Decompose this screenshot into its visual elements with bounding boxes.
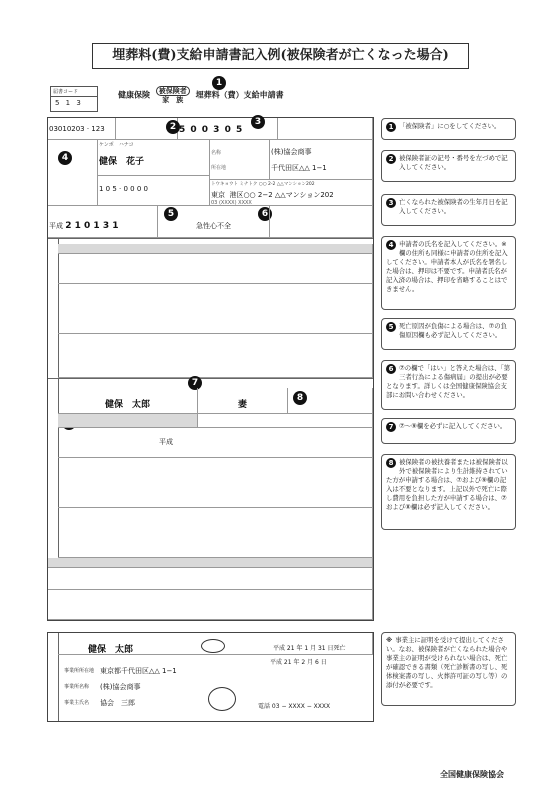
burial-person: 健保 太郎 [104,400,150,410]
seal-stamp [201,639,225,653]
employer-label-cell [210,140,270,180]
lower-name: 健保 太郎 [88,645,134,655]
office-name: (株)協会商事 [100,683,141,691]
certificate-section-2 [48,378,373,559]
applicant-label-cell [48,140,98,206]
company-seal [208,687,236,711]
office-addr-label: 事業所所在地 [64,668,95,674]
grid-row-3 [58,334,373,378]
header-grid-cell [278,118,373,140]
certificate-section-1 [48,238,373,379]
note-6 [381,360,516,410]
office-addr: 東京都千代田区△△ 1−1 [100,667,177,675]
reason-date: 2 1 0 1 3 1 [65,221,119,231]
note-5 [381,318,516,350]
note-3-marker: 3 [386,198,396,208]
grid-row-7 [48,568,373,590]
note-2-text: 被保険者証の記号・番号を左づめで記入してください。 [399,154,508,171]
application-form [47,117,374,621]
grid-row-2 [58,284,373,334]
note-7 [381,418,516,444]
employer-certificate [47,632,374,722]
owner-name: 協会 三郎 [100,699,135,707]
note-5-text: 死亡原因が負傷による場合は、⑦の負傷原因欄も必ず記入してください。 [399,322,507,339]
page-title: 埋葬料(費)支給申請書記入例(被保険者が亡くなった場合) [92,43,469,69]
grid-header-4 [48,558,373,568]
employer-name: (株)協会商事 [271,148,312,156]
lower-death-date: 平成 21 年 1 月 31 日死亡 [273,645,346,652]
note-5-marker: 5 [386,322,396,332]
note-8 [381,454,516,530]
cause-cell [158,206,270,238]
heisei-label: 平成 [159,438,173,446]
relation: 妻 [237,400,247,410]
insured-number: 03010203 · 123 [49,125,105,133]
owner-label: 事業主氏名 [64,700,90,706]
marker-2: 2 [166,120,180,134]
form-header-right: 埋葬料（費）支給申請書 [195,90,284,100]
grid-row-6 [58,508,373,558]
note-3 [381,194,516,226]
note-4 [381,236,516,310]
grid-header-2 [58,414,198,428]
employer-address: 千代田区△△ 1−1 [271,164,327,172]
lower-row-2 [58,655,373,721]
birth-date-cell [98,176,210,206]
marker-3: 3 [251,115,265,129]
burial-person-cell [58,388,198,414]
note-1-text: 「被保険者」に○をしてください。 [399,122,501,130]
form-header-family: 家 族 [162,96,184,104]
relation-check-cell [288,388,373,414]
form-header-insured: 被保険者 [156,86,190,96]
marker-8: 8 [293,391,307,405]
form-code-label: 届書コード [51,87,97,97]
marker-4: 4 [58,151,72,165]
note-9 [381,632,516,706]
note-1-marker: 1 [386,122,396,132]
employer-addr-label: 所在地 [211,165,227,171]
grid-row-8 [48,590,373,620]
lower-row-1 [58,633,373,655]
note-7-text: ⑦〜⑨欄を必ずに記入してください。 [399,422,507,430]
note-7-marker: 7 [386,422,396,432]
employer-cell [270,140,373,180]
birth-date: 1 0 5 · 0 0 0 0 [99,185,148,193]
applicant-name-cell [98,140,210,176]
note-1 [381,118,516,140]
note-2-marker: 2 [386,154,396,164]
era-label: 平成 [49,222,63,230]
marker-6: 6 [258,207,272,221]
certificate-section-3 [48,558,373,620]
address-cell [210,180,373,206]
applicant-name: 健保 花子 [99,157,145,167]
office-name-label: 事業所名称 [64,684,90,690]
address-pref: 東京 [211,191,225,199]
lower-phone: 電話 03 − XXXX − XXXX [258,703,331,710]
note-3-text: 亡くなられた被保険者の生年月日を記入してください。 [399,198,508,215]
form-code-value: 5 1 3 [55,99,83,107]
third-party-cell [270,206,373,238]
insured-section [48,118,373,239]
grid-header-1 [58,244,373,254]
lower-issue-date: 平成 21 年 2 月 6 日 [270,659,327,666]
note-4-text: 申請者の氏名を記入してください。※欄の住所も同様に申請者の住所を記入してください。申請者本人が氏名を署名した場合は、押印は不要です。申請者氏名が記入済の場合は、押印を省略することはできません。 [386,240,508,293]
note-4-marker: 4 [386,240,396,250]
insured-number-cell [48,118,116,140]
note-8-marker: 8 [386,458,396,468]
note-9-marker: ※ [386,636,393,644]
grid-header-3 [198,414,373,428]
footer-org: 全国健康保険協会 [440,770,504,779]
applicant-name-kana: ケンポ ハナコ [99,142,134,148]
death-date-reason-cell [48,206,158,238]
marker-7: 7 [188,376,202,390]
marker-5: 5 [164,207,178,221]
employer-label: 名称 [211,150,222,156]
form-header [118,78,284,104]
note-2 [381,150,516,182]
phone: 03 (XXXX) XXXX [211,200,252,206]
form-header-left: 健康保険 [118,90,150,100]
grid-row-4 [58,428,373,458]
address-kana: トウキョウト ミナトク ○○ 2-2 △△マンション202 [211,182,315,187]
form-code-box [50,86,98,112]
cause: 急性心不全 [196,222,231,230]
note-6-text: ⑦の欄で「はい」と答えた場合は、「第三者行為による傷病届」の提出が必要となります。詳しくは全国健康保険協会支部にお問い合わせください。 [386,364,511,399]
note-6-marker: 6 [386,364,396,374]
death-date: 5 0 0 3 0 5 [179,125,244,135]
note-9-text: 事業主に証明を受けて提出してください。なお、被保険者が亡くなられた場合や事業主の証明が受けられない場合は、死亡が確認できる書類（死亡診断書の写し、死体検案書の写し、火葬許可証の写し等）の添付が必要です。 [386,636,508,689]
marker-1: 1 [212,76,226,90]
grid-row-1 [58,254,373,284]
relation-cell [198,388,288,414]
note-8-text: 被保険者の被扶養者または被保険者以外で被保険者により生計維持されていた方が申請する場合は、⑦および⑨欄の記入は不要となります。上記以外で死亡に際し費用を負担した方が申請する場合は、⑦および⑧欄は必ず記入してください。 [386,458,508,511]
address: 港区○○ 2−2 △△マンション202 [229,191,334,199]
grid-row-5 [58,458,373,508]
